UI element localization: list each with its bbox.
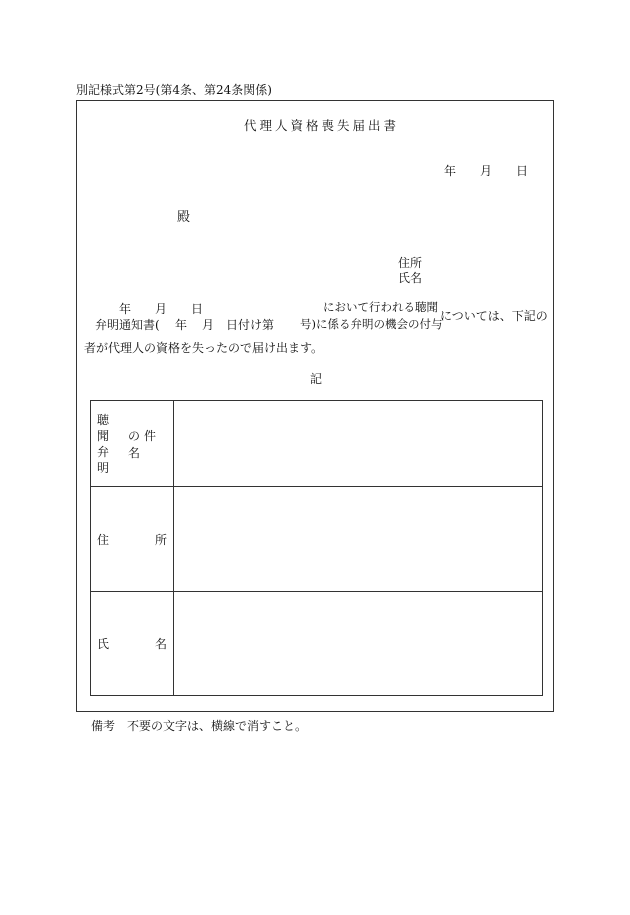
records-table [90,400,543,696]
body-date-year: 年 [119,302,132,316]
body-last-line: 者が代理人の資格を失ったので届け出ます。 [84,341,324,355]
body-date-day: 日 [191,302,204,316]
name-label-cell [91,592,174,696]
form-reference: 別記様式第2号(第4条、第24条関係) [76,83,272,97]
table-row-case [91,401,543,487]
document-title: 代理人資格喪失届出書 [244,118,400,133]
table-row-name [91,592,543,696]
address-label-char-1: 住 [97,532,110,547]
address-label-char-2: 所 [154,532,167,547]
addressee-suffix: 殿 [177,210,191,225]
date-year: 年 [444,164,457,178]
address-value-cell [174,487,543,592]
body-venue-phrase: において行われる聴聞 [323,300,438,314]
applicant-name-label: 氏名 [398,271,423,285]
footer-note: 備考 不要の文字は、横線で消すこと。 [91,719,308,733]
name-label-char-1: 氏 [97,637,110,651]
case-value-cell [174,401,543,487]
case-label-cell [91,401,174,487]
body-notice-year: 年 [175,318,188,332]
body-notice-no: 号)に係る弁明の機会の付与 [300,317,443,331]
date-month: 月 [480,164,493,178]
table-row-address [91,487,543,592]
body-date-month: 月 [155,302,168,316]
case-label-tail: の件名 [128,428,161,460]
address-label-cell [91,487,174,592]
ki-heading: 記 [310,372,323,386]
date-day: 日 [516,164,529,178]
body-continuation: については、下記の [440,309,548,323]
body-notice-prefix: 弁明通知書( [95,318,160,332]
name-value-cell [174,592,543,696]
case-label-hearing: 聴聞 [97,412,114,443]
applicant-address-label: 住所 [398,256,423,270]
case-label-explanation: 弁明 [97,444,114,475]
body-notice-month: 月 [202,318,215,332]
body-notice-day: 日付け第 [226,318,275,332]
name-label-char-2: 名 [154,637,167,651]
